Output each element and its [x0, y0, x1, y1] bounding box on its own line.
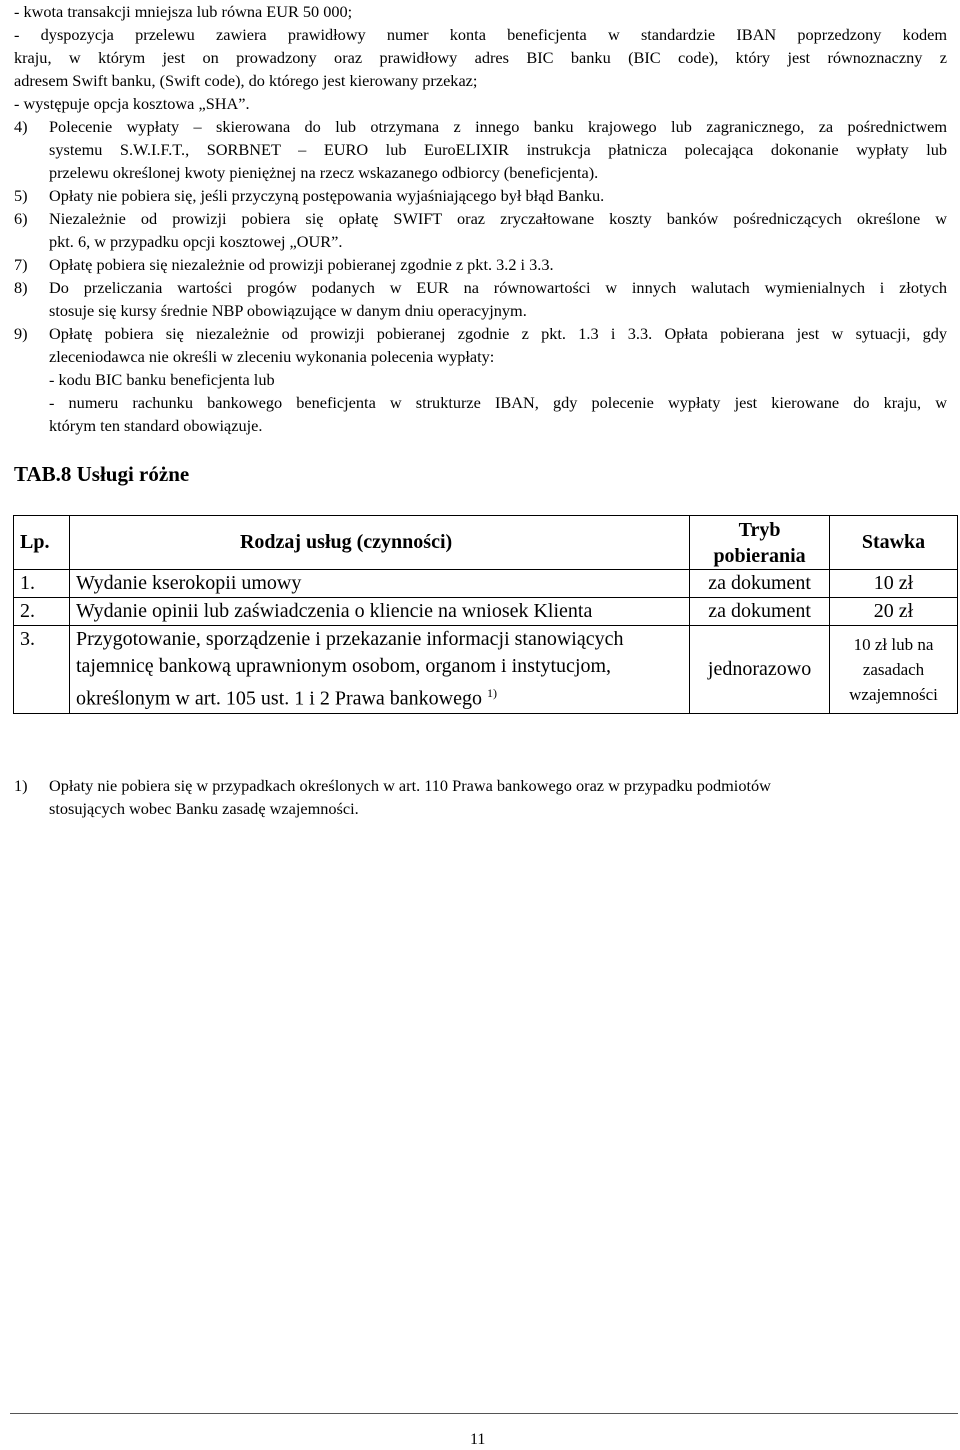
note-number: 7) [14, 255, 28, 274]
header-lp: Lp. [14, 516, 70, 570]
note-line: którym ten standard obowiązuje. [49, 416, 263, 435]
footnote-line: Opłaty nie pobiera się w przypadkach określonych w art. 110 Prawa bankowego oraz w przypadku podmiotów [49, 776, 771, 795]
row-service: Przygotowanie, sporządzenie i przekazanie informacji stanowiących tajemnicę bankową uprawnionym osobom, organom i instytucjom, określonym w art. 105 ust. 1 i 2 Prawa bankowego [75, 628, 624, 710]
footnote-ref: 1) [487, 686, 497, 700]
note-line: Do przeliczania wartości progów podanych w EUR na równowartości w innych walutach wymienialnych i złotych [49, 278, 947, 297]
note-line: Opłaty nie pobiera się, jeśli przyczyną postępowania wyjaśniającego był błąd Banku. [49, 186, 605, 205]
note-line: Niezależnie od prowizji pobiera się opłatę SWIFT oraz zryczałtowane koszty banków pośredniczących określone w [49, 209, 947, 228]
table-header-row [14, 516, 958, 570]
table-row [14, 626, 958, 714]
footnote-number: 1) [14, 776, 28, 795]
header-mode: Tryb pobierania [690, 516, 830, 570]
row-mode: za dokument [690, 598, 830, 626]
table-row [14, 598, 958, 626]
note-line: - kodu BIC banku beneficjenta lub [49, 370, 275, 389]
row-lp: 2. [14, 598, 70, 626]
intro-line: - kwota transakcji mniejsza lub równa EUR 50 000; [14, 2, 353, 21]
note-line: stosuje się kursy średnie NBP obowiązujące w danym dniu operacyjnym. [49, 301, 527, 320]
note-line: zleceniodawca nie określi w zleceniu wykonania polecenia wypłaty: [49, 347, 495, 366]
row-lp: 1. [14, 570, 70, 598]
table-row [14, 570, 958, 598]
section-title: TAB.8 Usługi różne [14, 462, 190, 486]
page-number: 11 [470, 1431, 486, 1448]
intro-line: - występuje opcja kosztowa „SHA”. [14, 94, 250, 113]
note-line: przelewu określonej kwoty pieniężnej na rzecz wskazanego odbiorcy (beneficjenta). [49, 163, 599, 182]
row-rate: 10 zł [830, 570, 958, 598]
note-line: systemu S.W.I.F.T., SORBNET – EURO lub EuroELIXIR instrukcja płatnicza polecająca dokonanie wypłaty lub [49, 140, 947, 159]
row-rate: 20 zł [830, 598, 958, 626]
note-line: - numeru rachunku bankowego beneficjenta w strukturze IBAN, gdy polecenie wypłaty jest kierowane do kraju, w [49, 393, 947, 412]
row-service-cell [69, 626, 689, 714]
row-service: Wydanie kserokopii umowy [69, 570, 689, 598]
note-number: 4) [14, 117, 28, 136]
note-number: 6) [14, 209, 28, 228]
row-rate: 10 zł lub na zasadach wzajemności [830, 626, 958, 714]
footer-divider [10, 1413, 958, 1414]
header-service: Rodzaj usług (czynności) [69, 516, 689, 570]
intro-line: kraju, w którym jest on prowadzony oraz prawidłowy adres BIC banku (BIC code), który jest równoznaczny z [14, 48, 947, 67]
intro-line: - dyspozycja przelewu zawiera prawidłowy numer konta beneficjenta w standardzie IBAN poprzedzony kodem [14, 25, 947, 44]
note-number: 5) [14, 186, 28, 205]
row-service: Wydanie opinii lub zaświadczenia o kliencie na wniosek Klienta [69, 598, 689, 626]
note-line: Polecenie wypłaty – skierowana do lub otrzymana z innego banku krajowego lub zagranicznego, za pośrednictwem [49, 117, 947, 136]
header-rate: Stawka [830, 516, 958, 570]
note-line: Opłatę pobiera się niezależnie od prowizji pobieranej zgodnie z pkt. 3.2 i 3.3. [49, 255, 554, 274]
note-line: Opłatę pobiera się niezależnie od prowizji pobieranej zgodnie z pkt. 1.3 i 3.3. Opłata pobierana jest w sytuacji, gdy [49, 324, 947, 343]
row-lp: 3. [14, 626, 70, 714]
fees-table [13, 515, 958, 714]
note-number: 8) [14, 278, 28, 297]
row-mode: jednorazowo [690, 626, 830, 714]
intro-line: adresem Swift banku, (Swift code), do którego jest kierowany przekaz; [14, 71, 478, 90]
footnote-line: stosujących wobec Banku zasadę wzajemności. [49, 799, 359, 818]
note-number: 9) [14, 324, 28, 343]
row-mode: za dokument [690, 570, 830, 598]
note-line: pkt. 6, w przypadku opcji kosztowej „OUR”. [49, 232, 343, 251]
